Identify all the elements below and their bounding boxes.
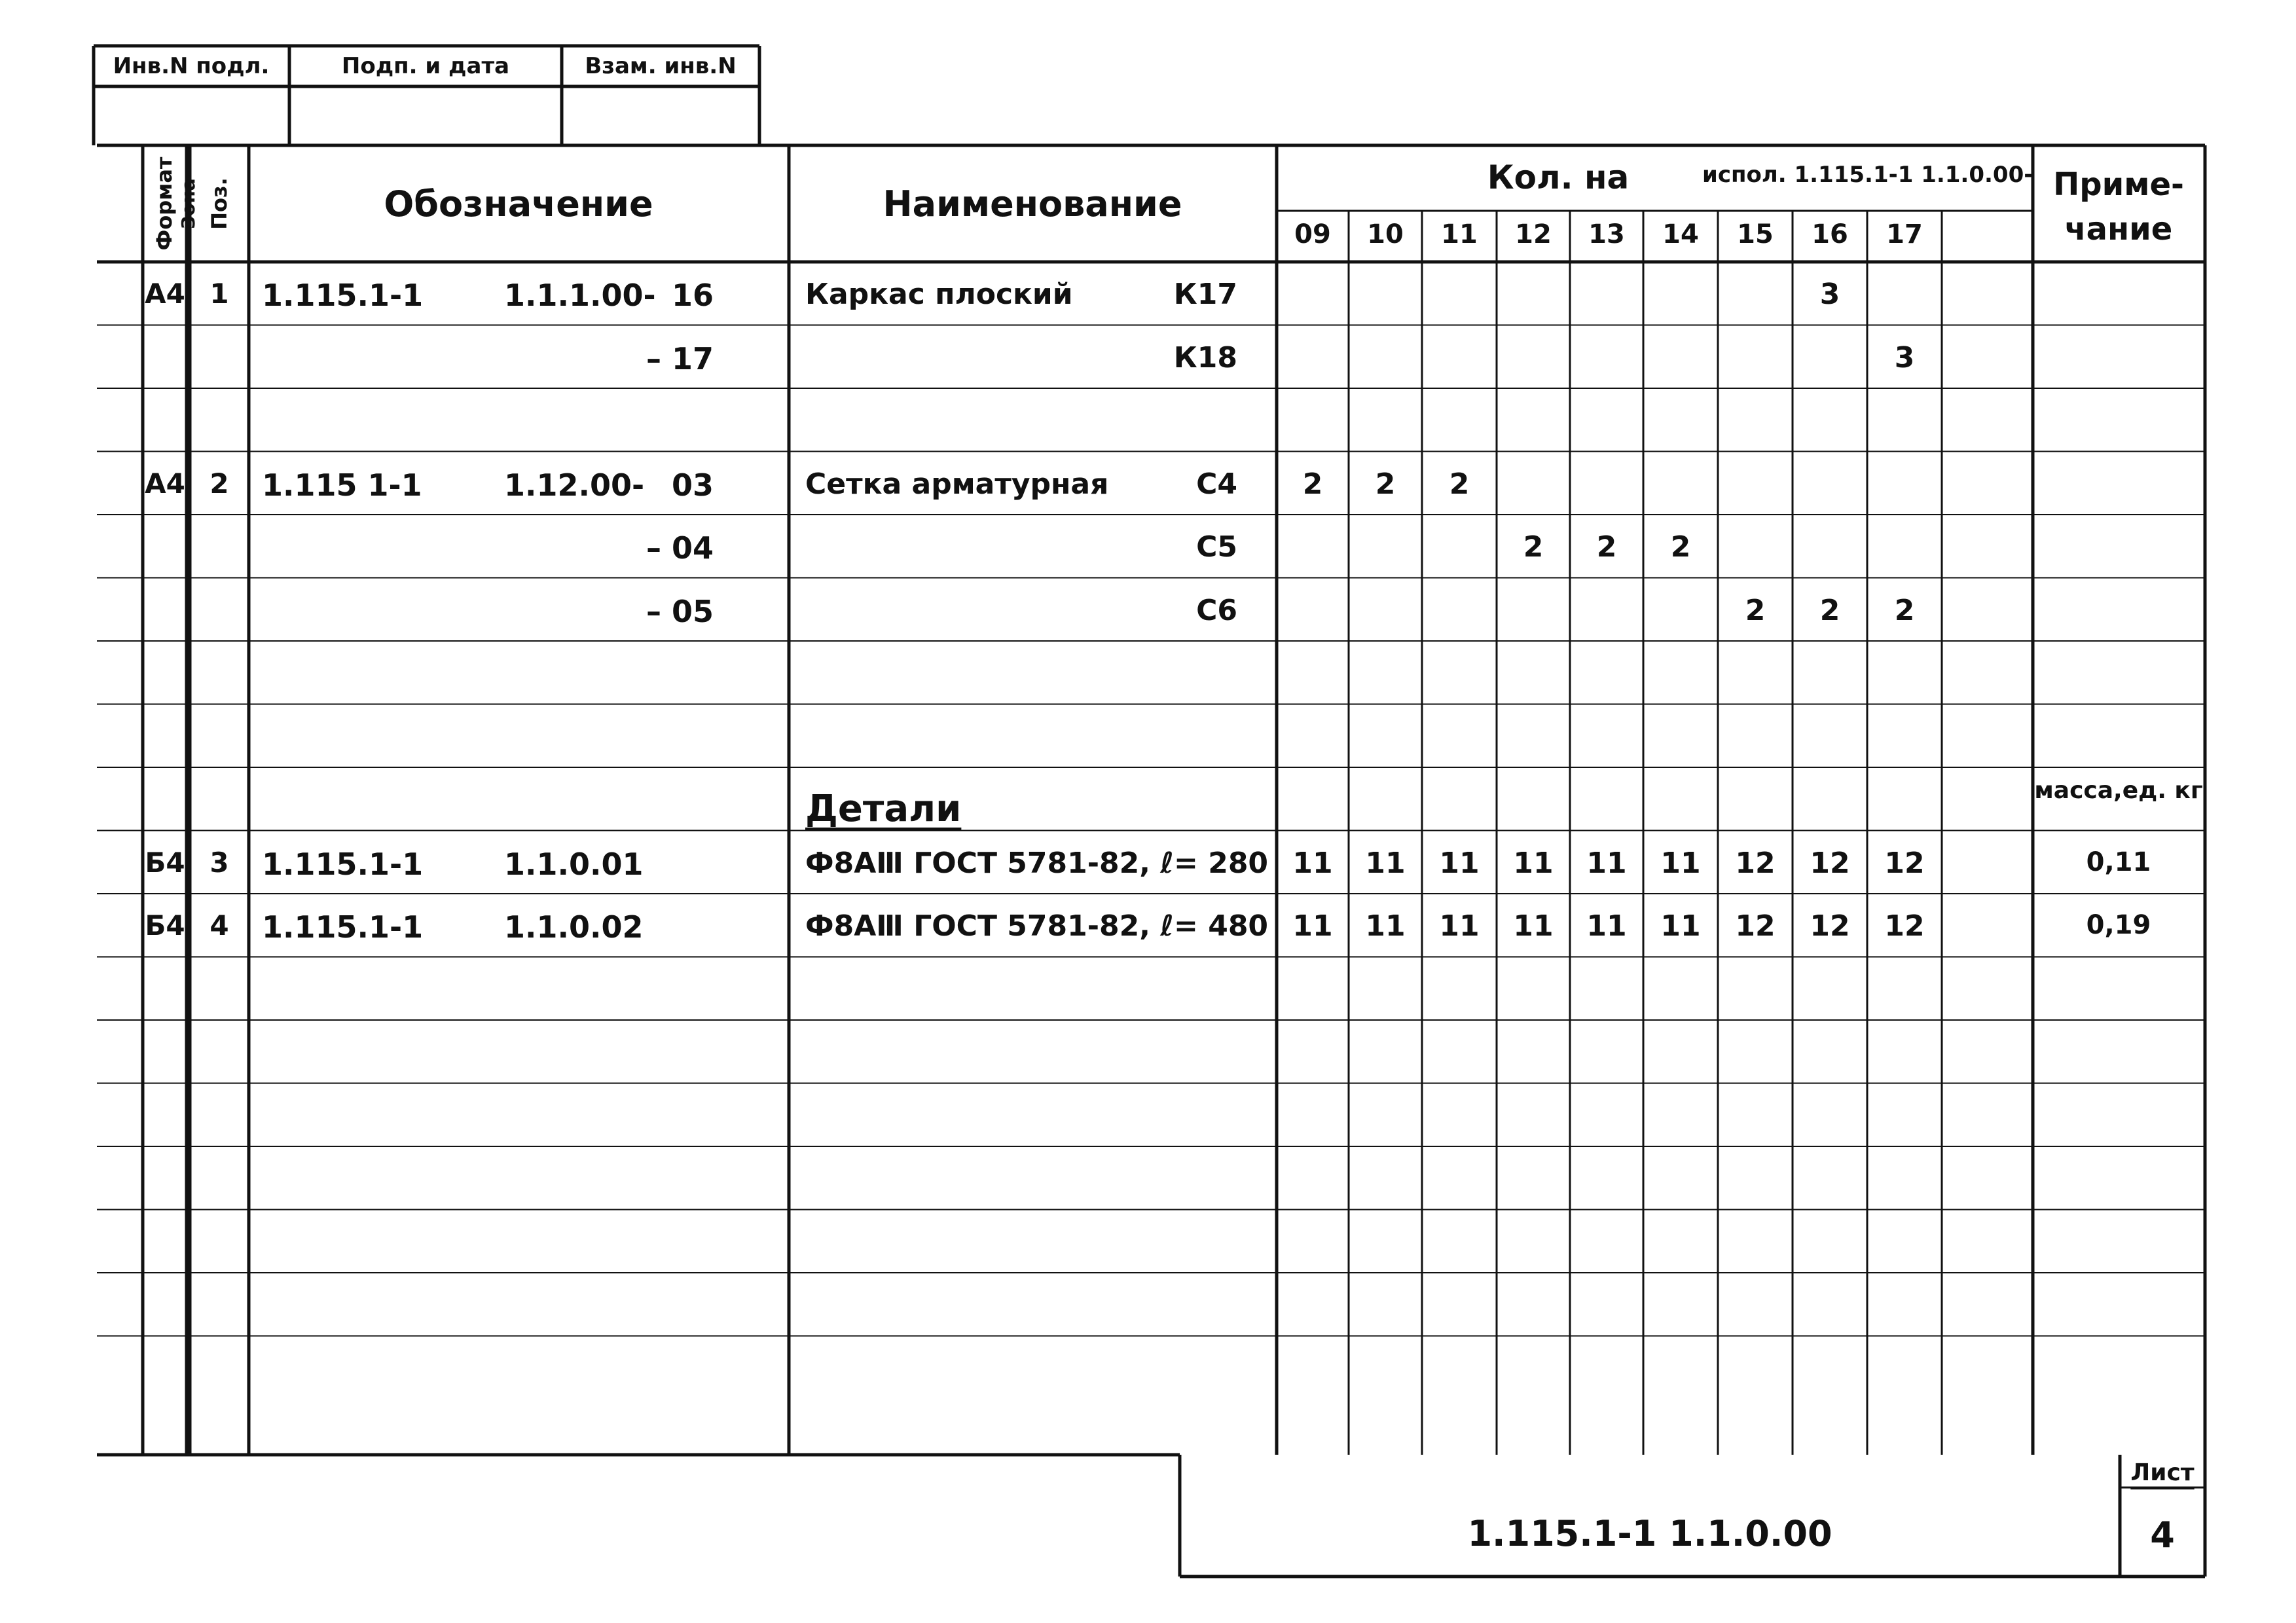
row-qty: 2 [1302,467,1323,501]
stamp-inv-podl: Инв.N подл. [113,53,270,79]
row-qty: 12 [1884,846,1925,880]
header-qty-col-12: 12 [1515,219,1552,249]
row-qty: 11 [1513,846,1554,880]
header-qty-col-16: 16 [1812,219,1848,249]
header-naimenovanie: Наименование [883,183,1182,225]
row-qty: 3 [1819,278,1840,311]
stamp-podp-data: Подп. и дата [341,53,510,79]
sheet-number: 4 [2150,1514,2175,1556]
row-designation-suffix: – 05 [646,593,714,629]
row-qty: 2 [1449,467,1470,501]
row-designation-suffix: – 04 [646,530,714,566]
row-mark: С4 [1196,467,1237,501]
row-designation-doc: 1.115.1-1 [262,846,424,882]
row-name: Сетка арматурная [805,467,1109,501]
row-qty: 11 [1439,909,1480,943]
row-mark: К18 [1173,340,1237,374]
row-qty: 12 [1810,909,1850,943]
row-note: масса,ед. кг [2034,777,2203,804]
table-grid [94,46,2205,1577]
row-name: Ф8АⅢ ГОСТ 5781-82, ℓ= 480 [805,909,1269,943]
header-format: Формат [152,156,177,251]
header-ispoln: испол. 1.115.1-1 1.1.0.00- [1702,162,2033,188]
title-designation: 1.115.1-1 1.1.0.00 [1467,1513,1832,1554]
header-poz: Поз. [207,177,232,230]
row-mark: К17 [1173,278,1237,311]
row-designation-code: 1.1.0.02 [504,909,644,945]
row-qty: 2 [1745,593,1766,627]
header-qty-col-15: 15 [1737,219,1774,249]
header-primechanie: чание [2064,211,2173,247]
row-designation-doc: 1.115 1-1 [262,467,422,503]
row-poz: 2 [210,467,229,500]
row-designation-suffix: – 17 [646,340,714,376]
row-qty: 2 [1523,530,1544,564]
row-qty: 12 [1735,909,1776,943]
row-mark: С6 [1196,593,1237,627]
row-name: Ф8АⅢ ГОСТ 5781-82, ℓ= 280 [805,846,1269,880]
header-qty-col-13: 13 [1588,219,1625,249]
row-note: 0,11 [2086,847,2151,877]
row-qty: 2 [1894,593,1915,627]
stamp-vzam-inv: Взам. инв.N [585,53,737,79]
row-qty: 11 [1660,909,1701,943]
row-qty: 11 [1365,909,1406,943]
row-qty: 2 [1596,530,1617,564]
row-qty: 11 [1439,846,1480,880]
header-zona: Зона [177,178,199,229]
sheet-label: Лист [2130,1459,2195,1486]
row-qty: 12 [1884,909,1925,943]
row-format: А4 [145,278,185,310]
header-oboznachenie: Обозначение [384,183,653,225]
row-qty: 2 [1670,530,1691,564]
row-qty: 12 [1810,846,1850,880]
row-qty: 11 [1660,846,1701,880]
section-title: Детали [805,788,962,830]
header-qty-col-09: 09 [1294,219,1331,249]
row-qty: 11 [1292,909,1333,943]
row-poz: 3 [210,846,229,879]
header-qty-col-10: 10 [1367,219,1404,249]
row-qty: 12 [1735,846,1776,880]
row-qty: 2 [1819,593,1840,627]
header-kol-na: Кол. на [1487,158,1630,196]
row-designation-suffix: 16 [671,278,714,313]
row-designation-suffix: 03 [671,467,714,503]
row-format: Б4 [145,909,185,941]
row-qty: 3 [1894,340,1915,374]
row-qty: 11 [1365,846,1406,880]
header-primechanie: Приме- [2053,166,2184,203]
row-format: А4 [145,467,185,500]
row-designation-code: 1.1.1.00- [504,278,656,313]
row-poz: 4 [210,909,229,941]
row-qty: 11 [1292,846,1333,880]
row-name: Каркас плоский [805,278,1073,311]
header-qty-col-14: 14 [1662,219,1699,249]
row-qty: 2 [1375,467,1396,501]
row-designation-doc: 1.115.1-1 [262,909,424,945]
header-qty-col-11: 11 [1441,219,1478,249]
row-qty: 11 [1586,846,1627,880]
row-poz: 1 [210,278,229,310]
header-qty-col-17: 17 [1886,219,1923,249]
row-designation-code: 1.1.0.01 [504,846,644,882]
row-mark: С5 [1196,530,1237,564]
row-designation-doc: 1.115.1-1 [262,278,424,313]
row-qty: 11 [1586,909,1627,943]
row-qty: 11 [1513,909,1554,943]
row-designation-code: 1.12.00- [504,467,645,503]
row-note: 0,19 [2086,910,2151,940]
row-format: Б4 [145,846,185,879]
